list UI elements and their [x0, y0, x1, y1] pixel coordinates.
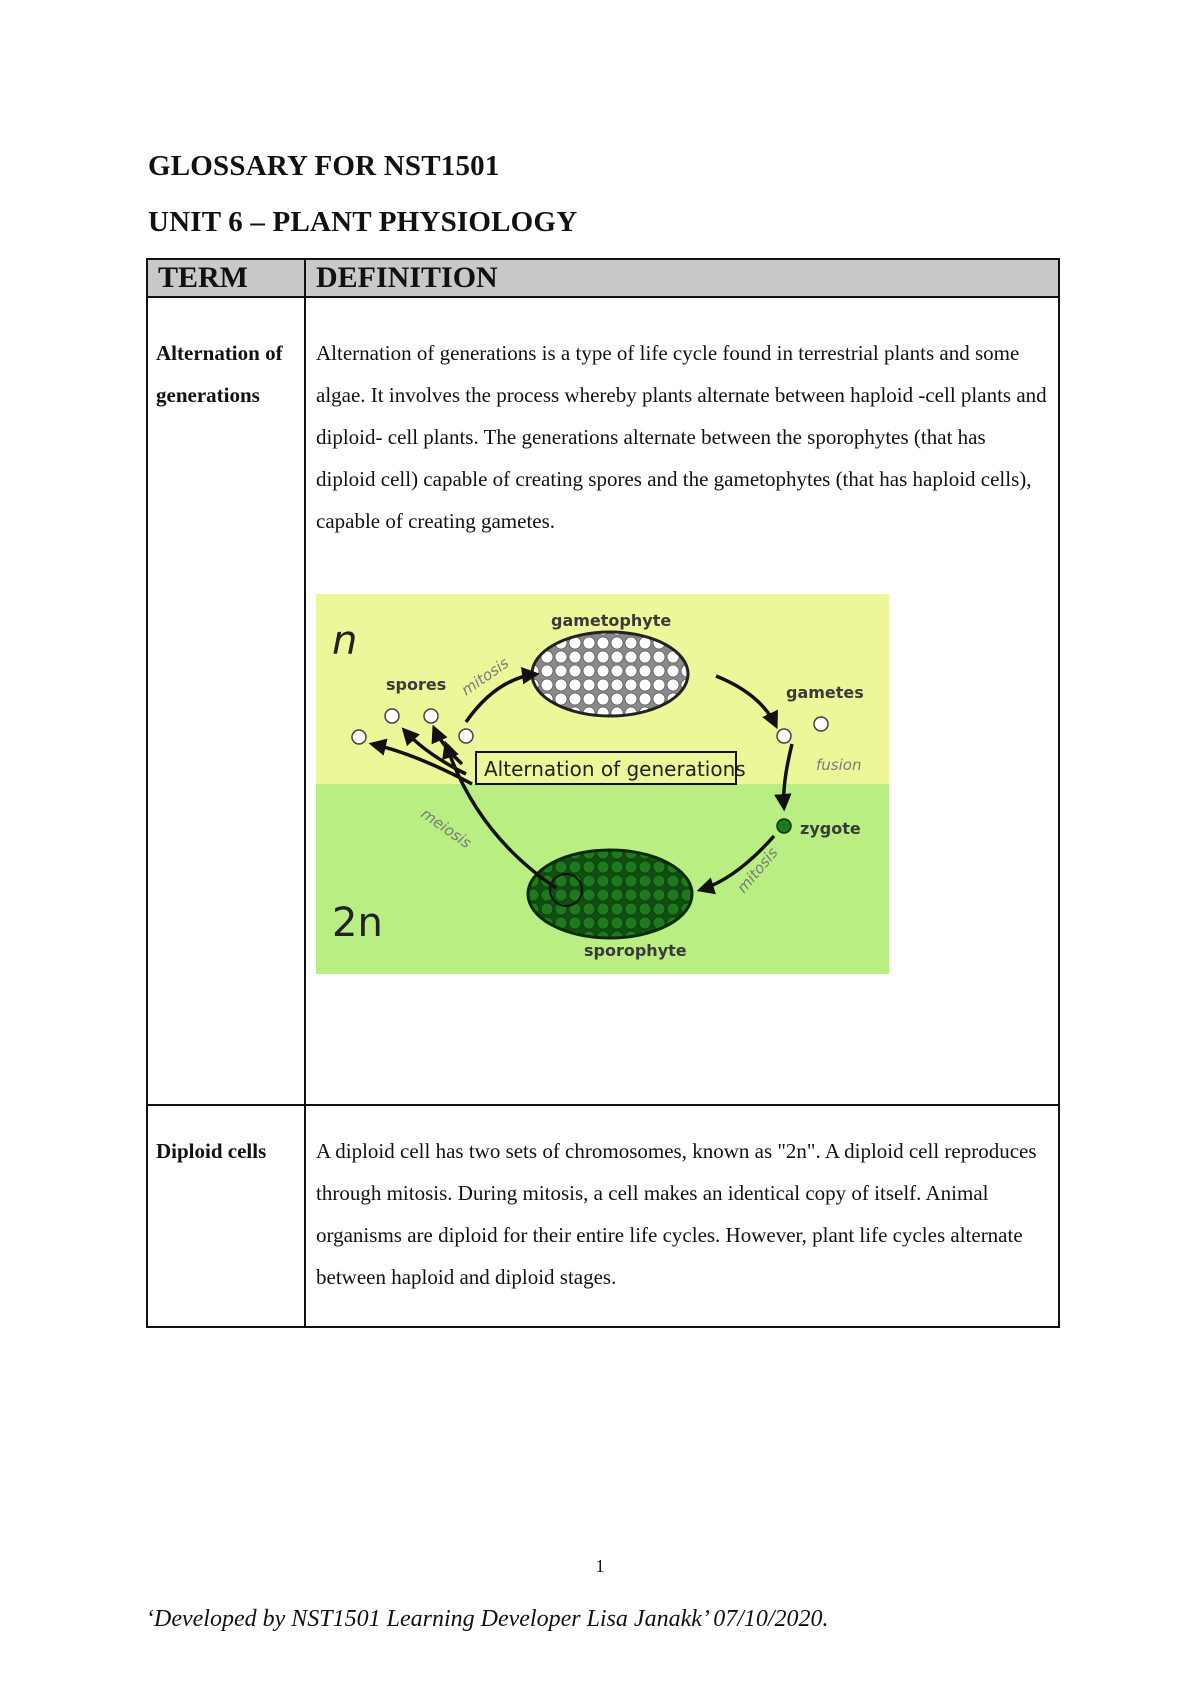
gamete-2 — [814, 717, 828, 731]
sporophyte-label: sporophyte — [584, 941, 687, 960]
table-header-row — [147, 259, 1059, 297]
definition-header: DEFINITION — [305, 259, 1059, 297]
zygote-label: zygote — [800, 819, 861, 838]
term-cell: Diploid cells — [147, 1105, 305, 1327]
spores-label: spores — [386, 675, 447, 694]
spore-3 — [424, 709, 438, 723]
table-row — [147, 297, 1059, 1105]
unit-title: UNIT 6 – PLANT PHYSIOLOGY — [148, 206, 578, 238]
term-cell: Alternation of generations — [147, 297, 305, 1105]
gametophyte-label: gametophyte — [551, 611, 672, 630]
table-row — [147, 1105, 1059, 1327]
sporophyte-shape — [528, 850, 692, 938]
mitosis-bottom-label: mitosis — [733, 843, 782, 897]
footer-credit: ‘Developed by NST1501 Learning Developer Lisa Janakk’ 07/10/2020. — [146, 1606, 829, 1632]
zygote-cell — [777, 819, 791, 833]
diagram-title: Alternation of generations — [484, 757, 746, 781]
definition-cell — [305, 297, 1059, 1105]
diploid-label: 2n — [332, 900, 383, 946]
term-header: TERM — [147, 259, 305, 297]
alternation-of-generations-diagram — [316, 594, 889, 974]
glossary-table — [146, 258, 1060, 1328]
gamete-1 — [777, 729, 791, 743]
meiosis-label: meiosis — [417, 804, 475, 852]
document-title: GLOSSARY FOR NST1501 — [148, 150, 500, 182]
definition-cell: A diploid cell has two sets of chromosomes, known as "2n". A diploid cell reproduces through mitosis. During mitosis, a cell makes an identical copy of itself. Animal organisms are diploid for their entire life cycles. However, plant life cycles alternate between haploid and diploid stages. — [305, 1105, 1059, 1327]
page-number: 1 — [595, 1556, 605, 1576]
definition-text: Alternation of generations is a type of life cycle found in terrestrial plants and some algae. It involves the process whereby plants alternate between haploid -cell plants and diploid- cell plants. The generations alternate between the sporophytes (that has diploid cell) capable of creating spores and the gametophytes (that has haploid cells), capable of creating gametes. — [316, 341, 1047, 533]
spore-2 — [385, 709, 399, 723]
spore-4 — [459, 729, 473, 743]
mitosis-top-label: mitosis — [457, 653, 513, 700]
gametes-label: gametes — [786, 683, 864, 702]
haploid-label: n — [332, 618, 358, 664]
gametophyte-shape — [532, 632, 688, 716]
fusion-label: fusion — [816, 756, 862, 774]
spore-1 — [352, 730, 366, 744]
